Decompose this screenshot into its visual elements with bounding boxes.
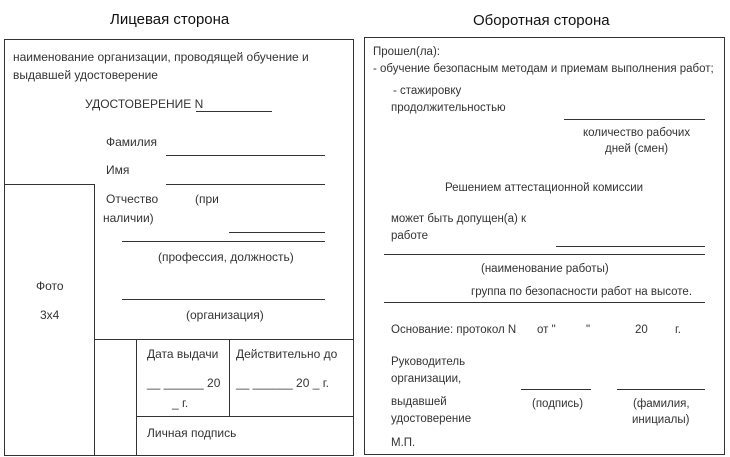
patronymic-paren-2: наличии): [103, 211, 154, 225]
surname-label: Фамилия: [106, 135, 157, 149]
basis-year: 20: [635, 324, 648, 336]
issue-date-label: Дата выдачи: [147, 347, 219, 361]
organization-line: [122, 299, 325, 300]
fio-label-1: (фамилия,: [633, 398, 690, 410]
fio-line: [617, 389, 705, 390]
valid-until-label: Действительно до: [236, 347, 338, 361]
photo-label: Фото: [36, 279, 64, 293]
org-line-1: наименование организации, проводящей обучение и: [13, 50, 309, 64]
surname-line: [166, 155, 325, 156]
basis-label: Основание: протокол N: [391, 324, 517, 336]
basis-from: от ": [537, 324, 556, 336]
certificate-number-line: [196, 111, 272, 112]
allowed-label-2: работе: [391, 230, 429, 242]
head-label-2: организации,: [391, 373, 462, 385]
passed-label: Прошел(ла):: [373, 46, 440, 58]
profession-label: (профессия, должность): [158, 250, 294, 264]
head-label-4: удостоверение: [391, 413, 472, 425]
name-label: Имя: [106, 163, 130, 177]
days-label-2: дней (смен): [605, 143, 669, 155]
photo-size: 3x4: [40, 308, 60, 322]
signature-label: Личная подпись: [147, 426, 237, 440]
work-name-label: (наименование работы): [481, 263, 609, 275]
org-line-2: выдавшей удостоверение: [13, 68, 158, 82]
allowed-label-1: может быть допущен(а) к: [391, 213, 527, 225]
sign-line: [521, 389, 591, 390]
stamp-label: М.П.: [391, 437, 416, 449]
safety-group-line: [384, 302, 705, 303]
duration-label: продолжительностью: [391, 102, 506, 114]
patronymic-label: Отчество: [106, 192, 159, 206]
issue-date-year: _ г.: [172, 396, 189, 410]
back-side-title: Оборотная сторона: [473, 12, 610, 29]
head-label-3: выдавшей: [391, 396, 447, 408]
work-name-line: [384, 254, 705, 255]
sign-label: (подпись): [532, 398, 584, 410]
allowed-line: [556, 246, 705, 247]
decision-label: Решением аттестационной комиссии: [445, 182, 644, 194]
issue-date-blank: __ ______ 20: [147, 376, 221, 390]
duration-line: [564, 119, 705, 120]
head-label-1: Руководитель: [391, 356, 466, 368]
days-label-1: количество рабочих: [583, 127, 691, 139]
fio-label-2: инициалы): [632, 414, 690, 426]
basis-g: г.: [675, 324, 681, 336]
internship-label: - стажировку: [393, 85, 462, 97]
patronymic-line: [229, 232, 325, 233]
name-line: [166, 184, 325, 185]
patronymic-paren: (при: [195, 192, 219, 206]
front-side-title: Лицевая сторона: [110, 11, 230, 28]
valid-date-blank: __ ______ 20 _ г.: [236, 376, 329, 390]
certificate-label: УДОСТОВЕРЕНИЕ N: [85, 97, 204, 111]
profession-line: [122, 241, 325, 242]
training-label: - обучение безопасным методам и приемам выполнения работ;: [373, 63, 714, 75]
safety-group-label: группа по безопасности работ на высоте.: [471, 286, 693, 298]
organization-label: (организация): [186, 308, 264, 322]
basis-quote: ": [586, 324, 591, 336]
